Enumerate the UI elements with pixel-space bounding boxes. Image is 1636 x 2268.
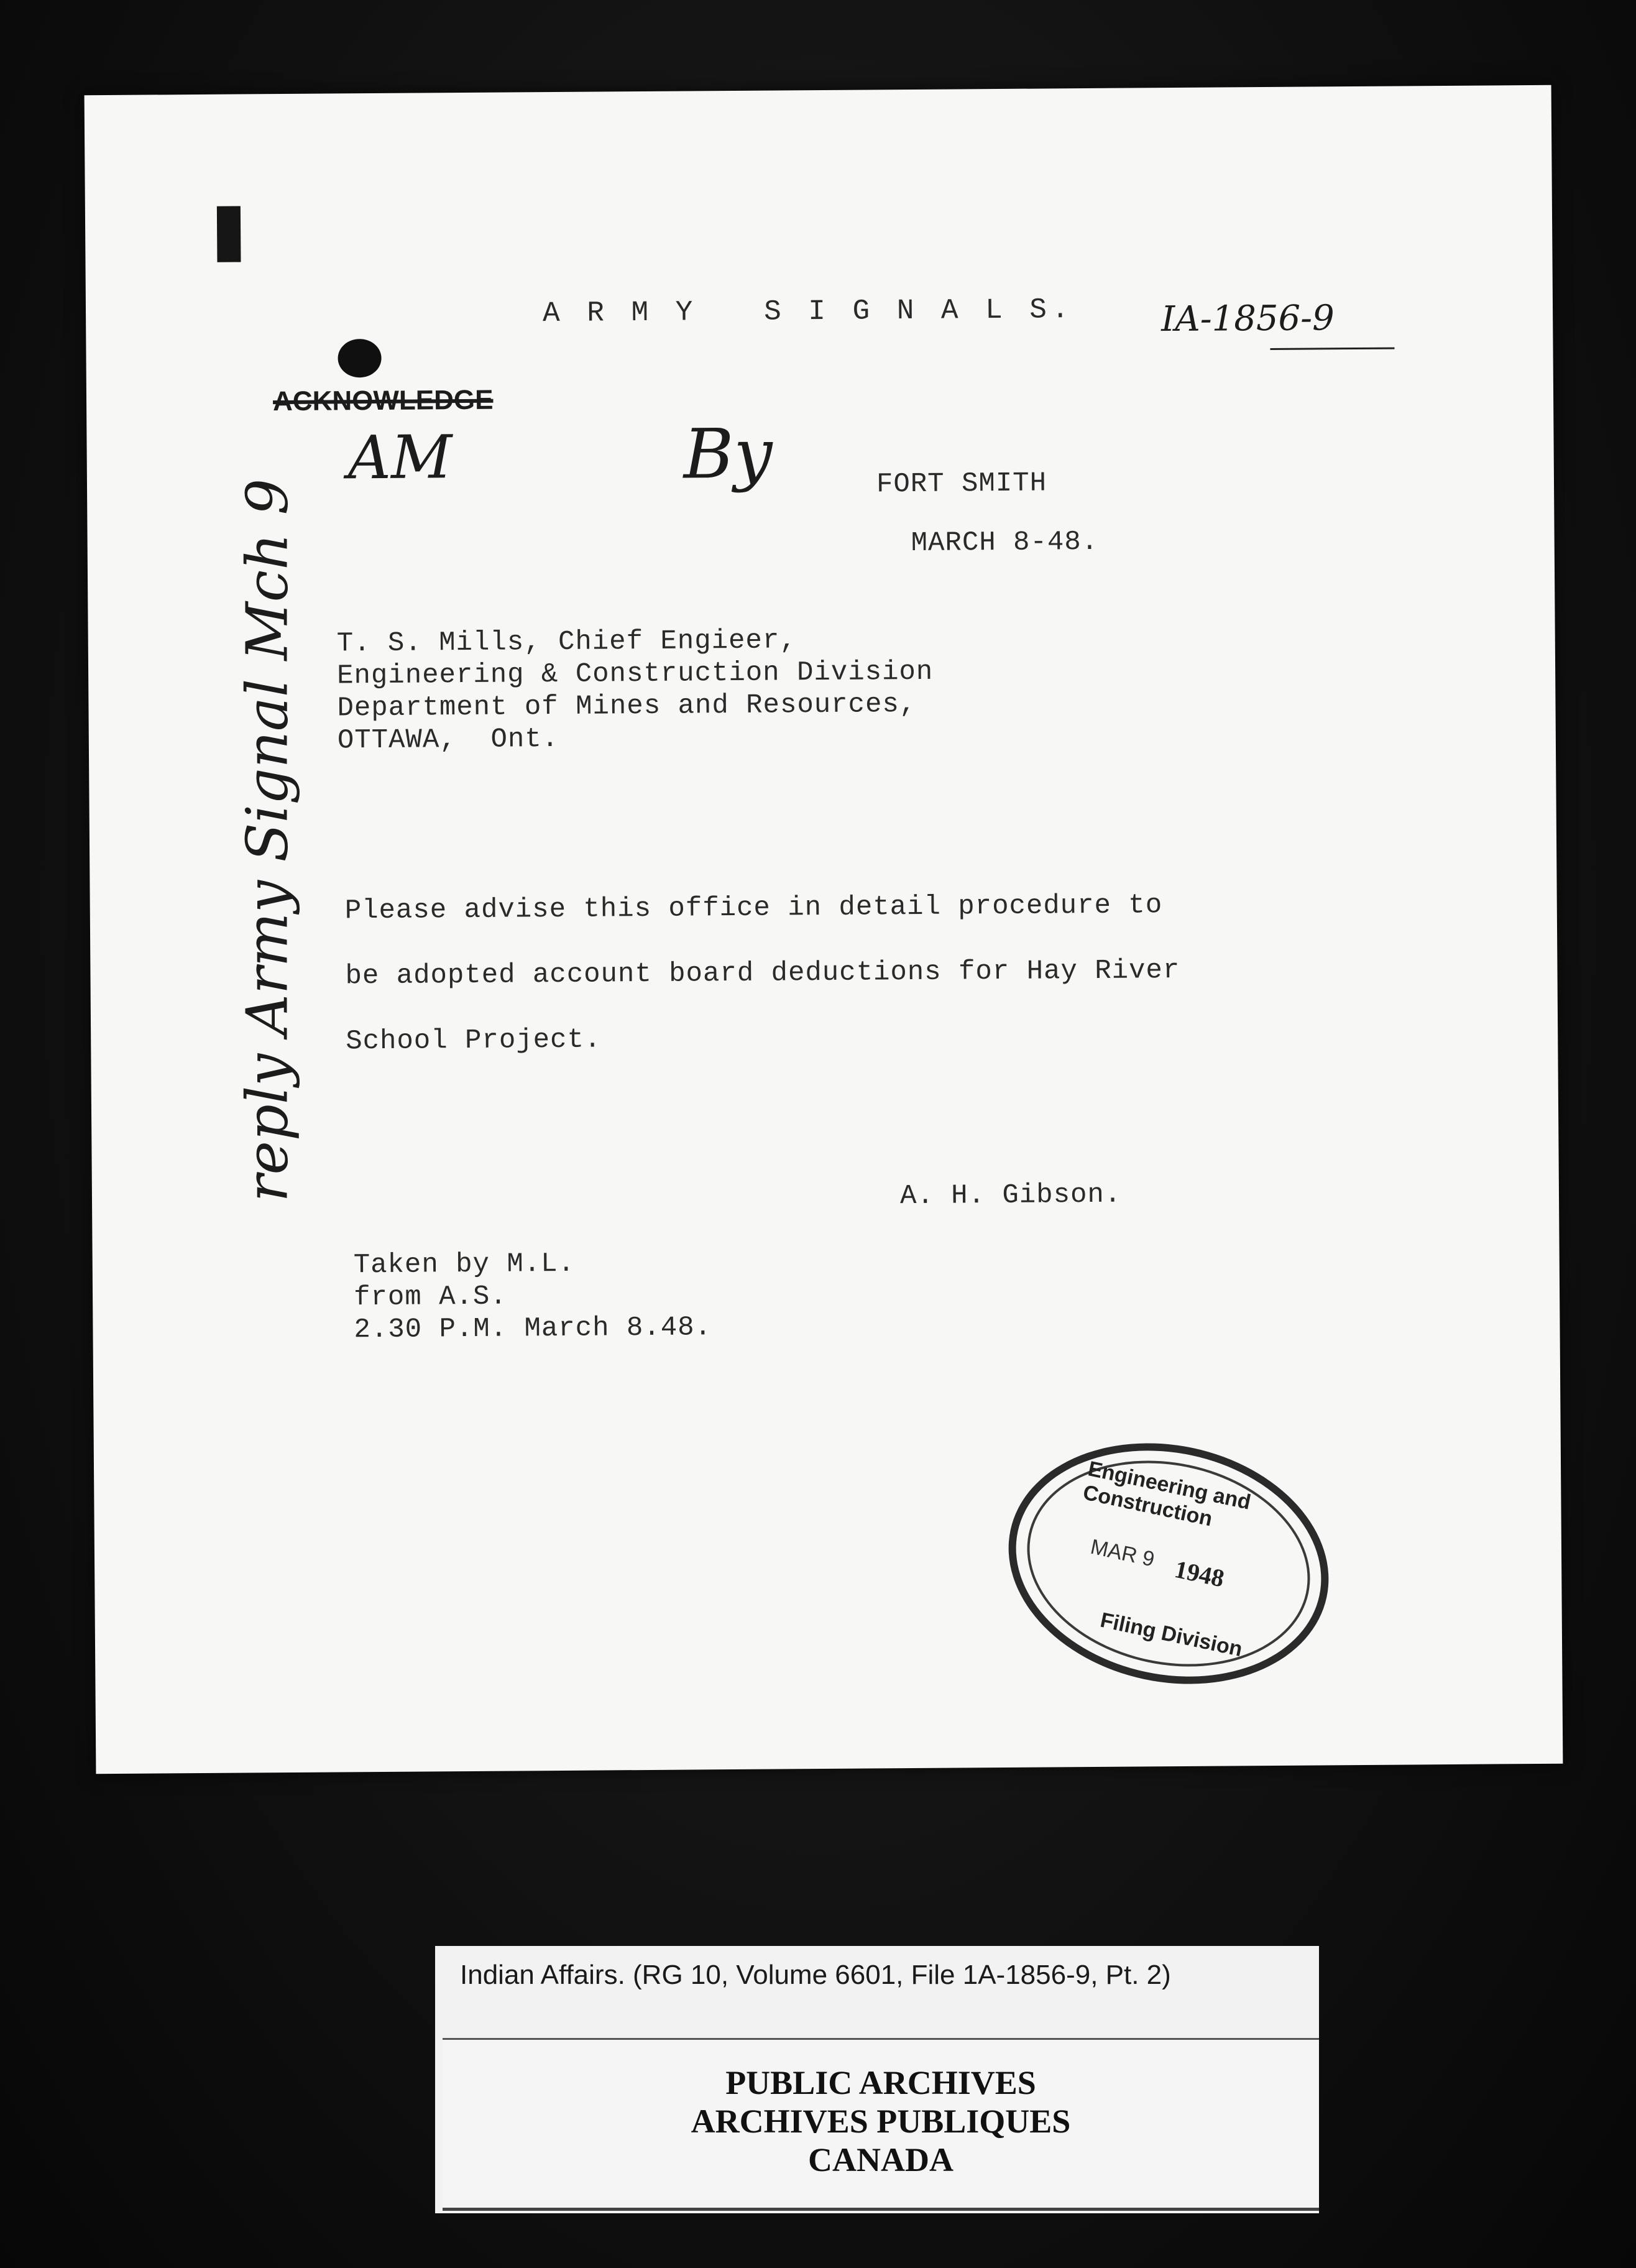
taken-line-1: Taken by M.L.: [353, 1248, 576, 1281]
letter-date: MARCH 8-48.: [911, 526, 1099, 560]
body-line-3: School Project.: [346, 1024, 602, 1058]
stamp-division-text: Engineering and Construction: [1080, 1457, 1253, 1531]
body-line-2: be adopted account board deductions for Hay River: [345, 955, 1180, 992]
addressee-line-1: T. S. Mills, Chief Engieer,: [336, 625, 797, 660]
signature: A. H. Gibson.: [899, 1179, 1122, 1212]
archive-title-box: [443, 2038, 1319, 2211]
taken-line-3: 2.30 P.M. March 8.48.: [354, 1312, 712, 1346]
taken-line-2: from A.S.: [353, 1281, 507, 1314]
stamp-date-year: 1948: [1172, 1554, 1227, 1593]
archive-country: CANADA: [808, 2141, 954, 2178]
file-number: IA-1856-9: [1160, 298, 1335, 340]
archive-title-fr: ARCHIVES PUBLIQUES: [691, 2103, 1071, 2140]
archive-label: [435, 1946, 1319, 2213]
punch-hole: [338, 339, 381, 377]
addressee-line-3: Department of Mines and Resources,: [337, 688, 917, 724]
addressee-line-4: OTTAWA, Ont.: [337, 723, 559, 757]
body-line-1: Please advise this office in detail procedure to: [344, 890, 1163, 927]
staple-mark: [217, 206, 241, 262]
stamp-filing-text: Filing Division: [1098, 1608, 1245, 1662]
handwritten-initials: AM: [347, 422, 453, 493]
file-number-underline: [1270, 348, 1394, 350]
margin-handwritten-note: reply Army Signal Mch 9: [234, 478, 301, 1202]
place: FORT SMITH: [876, 468, 1047, 500]
handwritten-by-note: By: [683, 413, 773, 494]
archive-reference: Indian Affairs. (RG 10, Volume 6601, File 1A-1856-9, Pt. 2): [460, 1960, 1171, 1990]
addressee-line-2: Engineering & Construction Division: [336, 656, 934, 692]
letter-heading: A R M Y S I G N A L S.: [542, 293, 1074, 330]
letter-page: [85, 85, 1563, 1774]
stamp-date-month-day: MAR 9: [1088, 1534, 1157, 1572]
struck-acknowledge-stamp: ACKNOWLEDGE: [272, 384, 494, 417]
archive-title-en: PUBLIC ARCHIVES: [725, 2064, 1036, 2101]
